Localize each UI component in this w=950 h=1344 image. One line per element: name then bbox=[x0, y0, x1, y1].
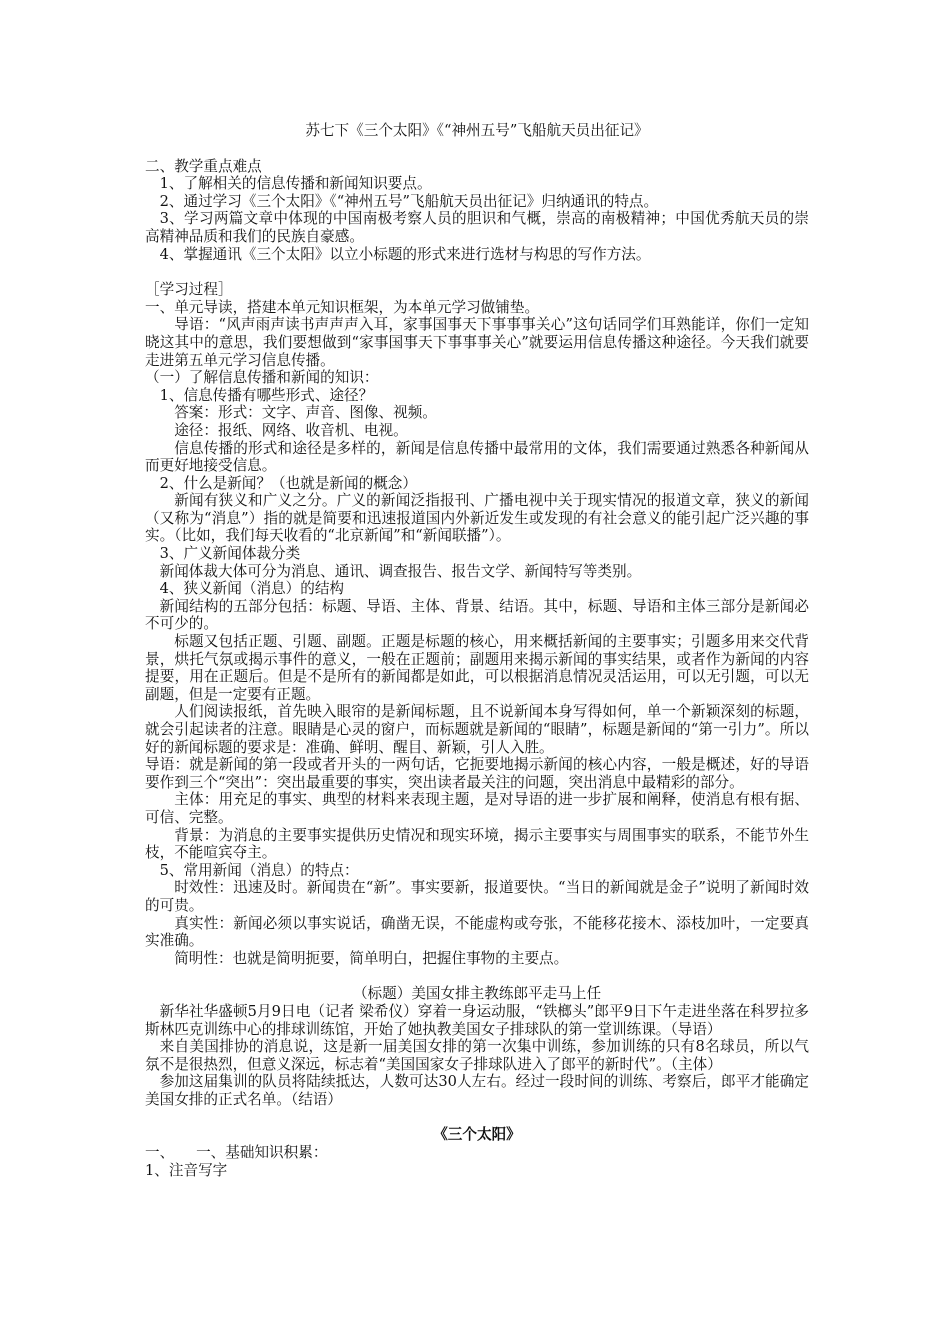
paragraph: 背景：为消息的主要事实提供历史情况和现实环境，揭示主要事实与周围事实的联系，不能节外生枝，不能喧宾夺主。 bbox=[145, 826, 809, 862]
document-body bbox=[145, 158, 809, 1180]
paragraph-gap bbox=[145, 1108, 809, 1126]
paragraph: 真实性：新闻必须以事实说话，确凿无误，不能虚构或夸张，不能移花接木、添枝加叶，一定要真实准确。 bbox=[145, 914, 809, 950]
document-title: 苏七下《三个太阳》《“神州五号”飞船航天员出征记》 bbox=[305, 122, 649, 139]
paragraph: 途径：报纸、网络、收音机、电视。 bbox=[174, 421, 408, 439]
paragraph: 答案：形式：文字、声音、图像、视频。 bbox=[174, 404, 437, 422]
paragraph: 来自美国排协的消息说，这是新一届美国女排的第一次集中训练，参加训练的只有8名球员，所以气氛不是很热烈，但意义深远，标志着“美国国家女子排球队进入了郎平的新时代”。（主体） bbox=[145, 1038, 809, 1073]
paragraph: 3、广义新闻体裁分类 bbox=[159, 545, 301, 563]
paragraph: 4、掌握通讯《三个太阳》以立小标题的形式来进行选材与构思的写作方法。 bbox=[159, 245, 651, 263]
paragraph: 新闻体裁大体可分为消息、通讯、调查报告、报告文学、新闻特写等类别。 bbox=[159, 562, 642, 580]
section-heading: 《三个太阳》 bbox=[433, 1126, 521, 1144]
paragraph: 导语：“风声雨声读书声声声入耳，家事国事天下事事事关心”这句话同学们耳熟能详，你们一定知晓这其中的意思，我们要想做到“家事国事天下事事事关心”就要运用信息传播这种途径。今天我们就要走进第五单元学习信息传播。 bbox=[145, 316, 809, 369]
paragraph: 简明性：也就是简明扼要，简单明白，把握住事物的主要点。 bbox=[174, 949, 569, 967]
paragraph: 2、通过学习《三个太阳》《“神州五号”飞船航天员出征记》归纳通讯的特点。 bbox=[159, 192, 659, 210]
paragraph: 1、注音写字 bbox=[145, 1161, 228, 1179]
paragraph: 参加这届集训的队员将陆续抵达，人数可达30人左右。经过一段时间的训练、考察后，郎平才能确定美国女排的正式名单。（结语） bbox=[145, 1073, 809, 1108]
document-page bbox=[145, 122, 809, 1179]
paragraph: （一）了解信息传播和新闻的知识： bbox=[145, 369, 379, 387]
section-heading: （标题）美国女排主教练郎平走马上任 bbox=[352, 985, 602, 1003]
paragraph-gap bbox=[145, 967, 809, 985]
paragraph-gap bbox=[145, 263, 809, 281]
paragraph: 2、什么是新闻？（也就是新闻的概念） bbox=[159, 474, 417, 492]
paragraph: 3、学习两篇文章中体现的中国南极考察人员的胆识和气概，崇高的南极精神；中国优秀航天员的崇高精神品质和我们的民族自豪感。 bbox=[145, 210, 809, 245]
paragraph: 1、信息传播有哪些形式、途径？ bbox=[159, 386, 374, 404]
paragraph: 二、教学重点难点 bbox=[145, 157, 262, 175]
paragraph: 一、 一、基础知识积累： bbox=[145, 1144, 328, 1162]
paragraph: 新闻结构的五部分包括：标题、导语、主体、背景、结语。其中，标题、导语和主体三部分是新闻必不可少的。 bbox=[145, 597, 809, 633]
paragraph: 5、常用新闻（消息）的特点： bbox=[159, 861, 359, 879]
paragraph: 导语：就是新闻的第一段或者开头的一两句话，它扼要地揭示新闻的核心内容，一般是概述，好的导语要作到三个“突出”：突出最重要的事实，突出读者最关注的问题，突出消息中最精彩的部分。 bbox=[145, 756, 809, 791]
paragraph: 一、单元导读，搭建本单元知识框架，为本单元学习做铺垫。 bbox=[145, 298, 540, 316]
paragraph: 新闻有狭义和广义之分。广义的新闻泛指报刊、广播电视中关于现实情况的报道文章，狭义的新闻（又称为“消息”）指的就是简要和迅速报道国内外新近发生或发现的有社会意义的能引起广泛兴趣的事实。（比如，我们每天收看的“北京新闻”和“新闻联播”）。 bbox=[145, 492, 809, 545]
paragraph: 时效性：迅速及时。新闻贵在“新”。事实要新，报道要快。“当日的新闻就是金子”说明了新闻时效的可贵。 bbox=[145, 879, 809, 914]
paragraph: ［学习过程］ bbox=[145, 281, 233, 299]
paragraph: 人们阅读报纸，首先映入眼帘的是新闻标题，且不说新闻本身写得如何，单一个新颖深刻的标题，就会引起读者的注意。眼睛是心灵的窗户，而标题就是新闻的“眼睛”，标题是新闻的“第一引力”。所以好的新闻标题的要求是：准确、鲜明、醒目、新颖，引人入胜。 bbox=[145, 703, 809, 756]
paragraph: 新华社华盛顿5月9日电（记者 梁希仪）穿着一身运动服，“铁榔头”郎平9日下午走进坐落在科罗拉多斯林匹克训练中心的排球训练馆，开始了她执教美国女子排球队的第一堂训练课。（导语） bbox=[145, 1002, 809, 1038]
paragraph: 主体：用充足的事实、典型的材料来表现主题，是对导语的进一步扩展和阐释，使消息有根有据、可信、完整。 bbox=[145, 791, 809, 826]
paragraph: 4、狭义新闻（消息）的结构 bbox=[159, 580, 345, 598]
paragraph: 信息传播的形式和途径是多样的，新闻是信息传播中最常用的文体，我们需要通过熟悉各种新闻从而更好地接受信息。 bbox=[145, 439, 809, 475]
paragraph: 1、了解相关的信息传播和新闻知识要点。 bbox=[159, 175, 432, 193]
paragraph: 标题又包括正题、引题、副题。正题是标题的核心，用来概括新闻的主要事实；引题多用来交代背景，烘托气氛或揭示事件的意义，一般在正题前；副题用来揭示新闻的事实结果，或者作为新闻的内容提要，用在正题后。但是不是所有的新闻都是如此，可以根据消息情况灵活运用，可以无引题，可以无副题，但是一定要有正题。 bbox=[145, 633, 809, 703]
